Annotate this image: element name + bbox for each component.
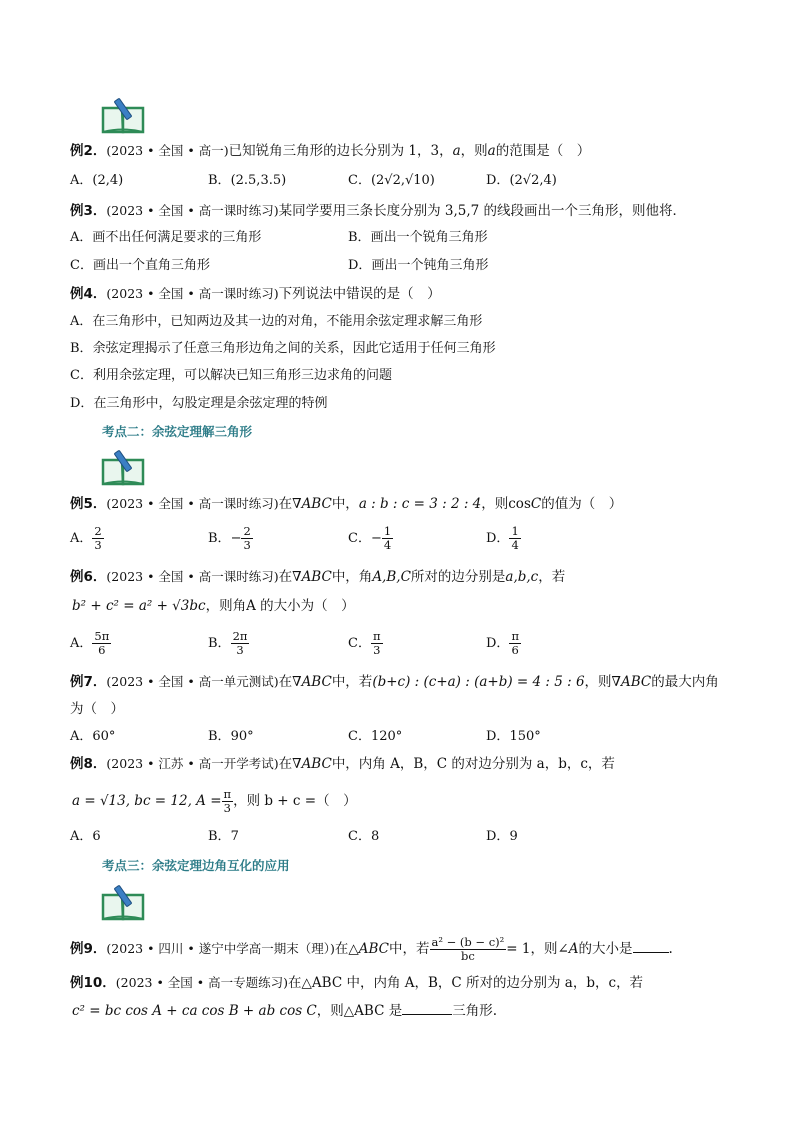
option-b[interactable]: B．− $\frac{2}{3}$ bbox=[208, 524, 251, 552]
option-a[interactable]: A．(2,4) bbox=[70, 173, 124, 188]
example-8-question: 例8．(2023 • 江苏 • 高一开学考试)在∇ABC中，内角 A，B，C 的对边分别为 a，b，c，若 bbox=[70, 756, 615, 772]
option-d[interactable]: D． $\frac{1}{4}$ bbox=[486, 524, 519, 552]
example-3-question: 例3．(2023 • 全国 • 高一课时练习)某同学要用三条长度分别为 3,5,7 的线段画出一个三角形，则他将． bbox=[70, 203, 687, 219]
section-title: 考点三：余弦定理边角互化的应用 bbox=[102, 858, 290, 873]
option-b[interactable]: B．90° bbox=[208, 729, 254, 744]
option-a[interactable]: A．画不出任何满足要求的三角形 bbox=[70, 230, 262, 245]
option-d[interactable]: D．画出一个钝角三角形 bbox=[348, 258, 489, 273]
option-c[interactable]: C． $\frac{\pi}{3}$ bbox=[348, 629, 381, 657]
example-7-line2: 为（ ） bbox=[70, 701, 124, 717]
example-4-question: 例4．(2023 • 全国 • 高一课时练习)下列说法中错误的是（ ） bbox=[70, 286, 441, 302]
example-8-condition: a = √13, bc = 12, A = $\frac{\pi}{3}$ ，则 b + c =（ ） bbox=[72, 787, 357, 815]
option-b[interactable]: B． $\frac{2\pi}{3}$ bbox=[208, 629, 248, 657]
example-9-question: 例9．(2023 • 四川 • 遂宁中学高一期末（理）)在△ABC中，若 $\frac{\text{a² − (b − c)²}}{bc}$ = 1，则∠A的大小是 . bbox=[70, 935, 673, 963]
option-a[interactable]: A．60° bbox=[70, 729, 116, 744]
option-a[interactable]: A． $\frac{2}{3}$ bbox=[70, 524, 102, 552]
option-b[interactable]: B．7 bbox=[208, 829, 239, 844]
option-a[interactable]: A． $\frac{5\pi}{6}$ bbox=[70, 629, 110, 657]
example-5-question: 例5．(2023 • 全国 • 高一课时练习)在∇ABC中，a : b : c = 3 : 2 : 4，则cosC的值为（ ） bbox=[70, 496, 623, 512]
example-7-question: 例7．(2023 • 全国 • 高一单元测试)在∇ABC中，若(b+c) : (c+a) : (a+b) = 4 : 5 : 6，则∇ABC的最大内角 bbox=[70, 674, 719, 690]
option-c[interactable]: C．(2√2,√10) bbox=[348, 173, 435, 188]
option-d[interactable]: D． $\frac{\pi}{6}$ bbox=[486, 629, 519, 657]
book-pencil-icon bbox=[100, 448, 146, 486]
option-d[interactable]: D．9 bbox=[486, 829, 518, 844]
option-c[interactable]: C．8 bbox=[348, 829, 380, 844]
answer-blank[interactable] bbox=[633, 940, 669, 953]
option-b[interactable]: B．余弦定理揭示了任意三角形边角之间的关系，因此它适用于任何三角形 bbox=[70, 341, 496, 356]
option-c[interactable]: C．− $\frac{1}{4}$ bbox=[348, 524, 392, 552]
option-c[interactable]: C．120° bbox=[348, 729, 403, 744]
option-d[interactable]: D．(2√2,4) bbox=[486, 173, 557, 188]
section-title: 考点二：余弦定理解三角形 bbox=[102, 424, 253, 439]
option-c[interactable]: C．画出一个直角三角形 bbox=[70, 258, 210, 273]
answer-blank[interactable] bbox=[402, 1002, 452, 1015]
option-a[interactable]: A．在三角形中，已知两边及其一边的对角，不能用余弦定理求解三角形 bbox=[70, 314, 483, 329]
book-pencil-icon bbox=[100, 883, 146, 921]
book-pencil-icon bbox=[100, 96, 146, 134]
option-b[interactable]: B．(2.5,3.5) bbox=[208, 173, 287, 188]
option-d[interactable]: D．在三角形中，勾股定理是余弦定理的特例 bbox=[70, 396, 328, 411]
option-c[interactable]: C．利用余弦定理，可以解决已知三角形三边求角的问题 bbox=[70, 368, 392, 383]
example-2-question: 例2．(2023 • 全国 • 高一)已知锐角三角形的边长分别为 1，3，a，则a的范围是（ ） bbox=[70, 143, 591, 159]
option-d[interactable]: D．150° bbox=[486, 729, 541, 744]
example-6-question: 例6．(2023 • 全国 • 高一课时练习)在∇ABC中，角A,B,C所对的边分别是a,b,c，若 bbox=[70, 569, 566, 585]
example-10-question: 例10．(2023 • 全国 • 高一专题练习)在△ABC 中，内角 A，B，C 所对的边分别为 a，b，c，若 bbox=[70, 975, 644, 991]
option-a[interactable]: A．6 bbox=[70, 829, 101, 844]
example-6-condition: b² + c² = a² + √3bc，则角A 的大小为（ ） bbox=[72, 598, 355, 614]
example-10-condition: c² = bc cos A + ca cos B + ab cos C，则△ABC 是 三角形. bbox=[72, 1003, 497, 1019]
option-b[interactable]: B．画出一个锐角三角形 bbox=[348, 230, 488, 245]
